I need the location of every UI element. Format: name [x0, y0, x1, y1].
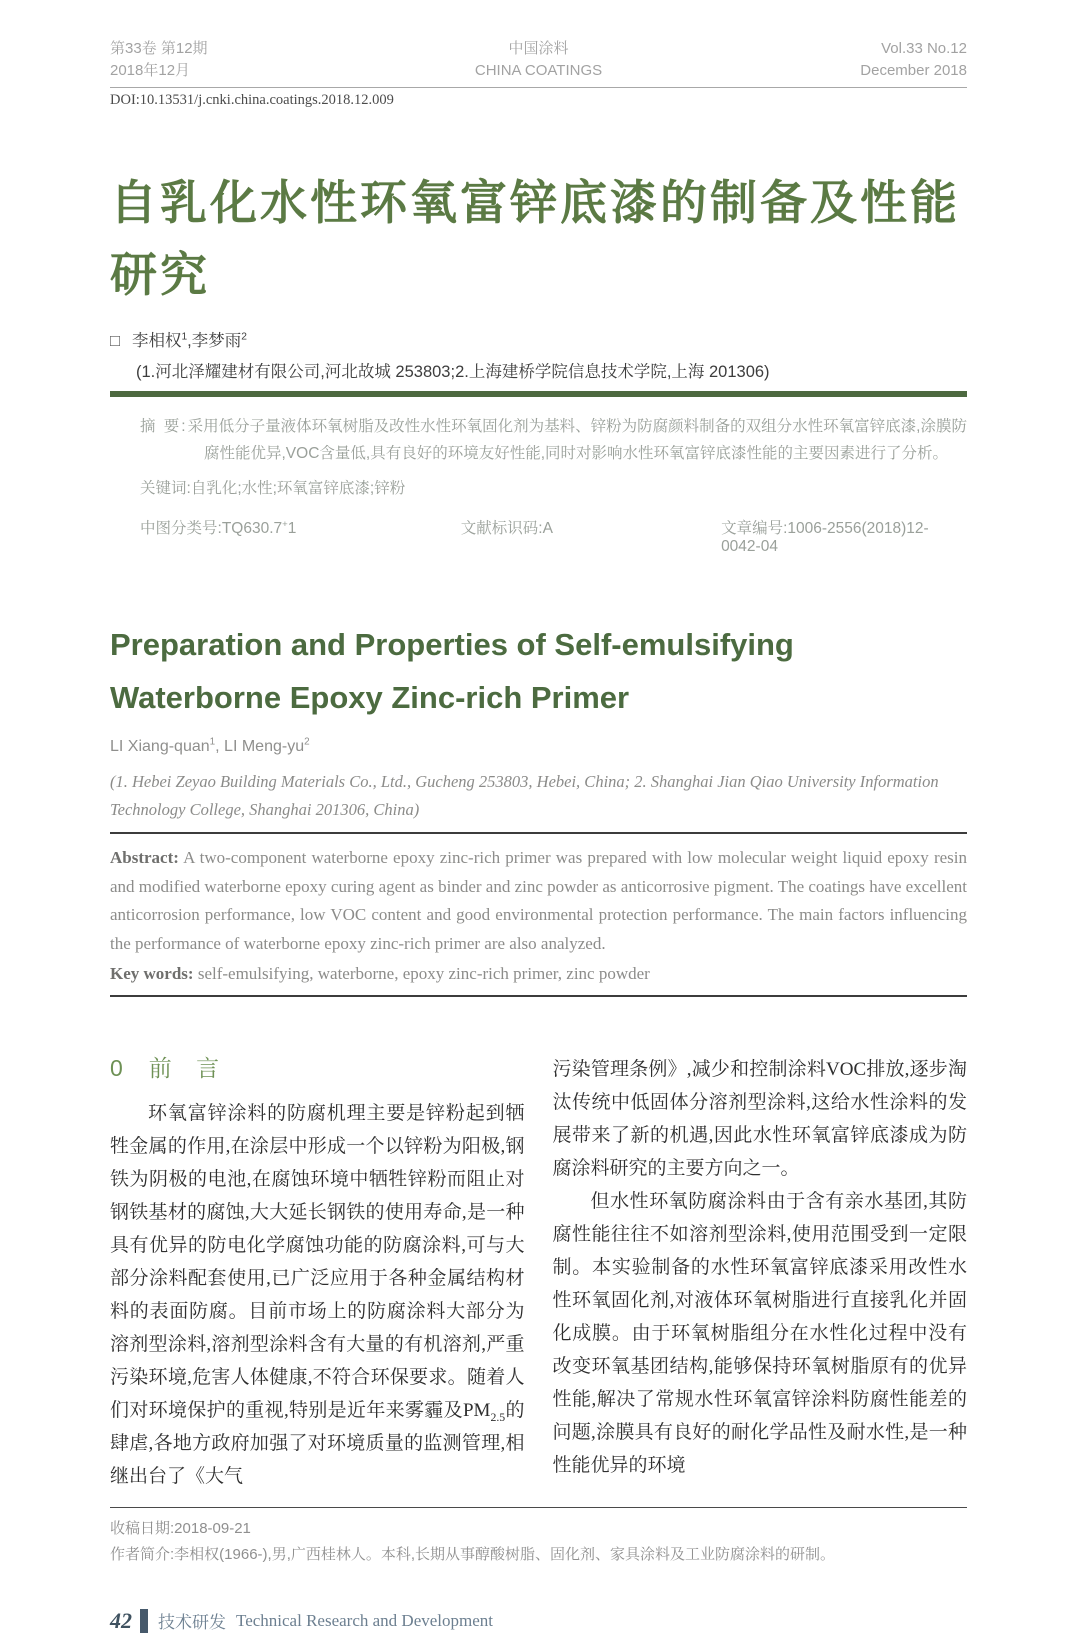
- abstract-cn: [140, 413, 967, 467]
- paper-title-cn: 自乳化水性环氧富锌底漆的制备及性能研究: [110, 176, 960, 301]
- body-paragraph-right-1: 污染管理条例》,减少和控制涂料VOC排放,逐步淘汰传统中低固体分溶剂型涂料,这给水性涂料的发展带来了新的机遇,因此水性环氧富锌底漆成为防腐涂料研究的主要方向之一。: [552, 1058, 967, 1179]
- abstract-block-cn: [110, 413, 967, 556]
- document-code-value: A: [542, 520, 553, 537]
- page-number: 42: [110, 1607, 132, 1633]
- article-id: [721, 516, 967, 556]
- author-bio-text: 李相权(1966-),男,广西桂林人。本科,长期从事醇酸树脂、固化剂、家具涂料及工业防腐涂料的研制。: [174, 1545, 836, 1563]
- footer-section-cn: 技术研发: [158, 1613, 226, 1632]
- keywords-text-en: self-emulsifying, waterborne, epoxy zinc-rich primer, zinc powder: [193, 964, 650, 983]
- article-id-label: 文章编号:: [721, 520, 788, 537]
- author-2-en-sup: 2: [304, 736, 310, 748]
- clc-tail: 1: [287, 520, 297, 537]
- green-divider-bar: [110, 391, 967, 397]
- journal-name-cn: 中国涂料: [508, 40, 569, 57]
- header-date-en: December 2018: [860, 62, 967, 79]
- pm-subscript: 2.5: [490, 1410, 506, 1424]
- author-1-cn: 李相权: [131, 332, 182, 350]
- author-separator-en: ,: [215, 738, 225, 755]
- footer-section-en: Technical Research and Development: [236, 1610, 494, 1630]
- left-para-text-tail: 的肆虐,各地方政府加强了对环境质量的监测管理,相继出台了《大气: [110, 1399, 525, 1487]
- author-marker-icon: □: [110, 332, 120, 350]
- keywords-label-en: Key words:: [110, 964, 194, 983]
- clc-number: [140, 516, 461, 556]
- page-footer: [110, 1608, 967, 1634]
- pm-term: PM: [462, 1399, 491, 1421]
- author-1-en: LI Xiang-quan: [110, 738, 210, 755]
- abstract-en: [110, 844, 967, 958]
- paper-title-en: Preparation and Properties of Self-emulsifying Waterborne Epoxy Zinc-rich Primer: [110, 627, 794, 715]
- journal-name: [330, 38, 747, 82]
- abstract-label-cn: 摘 要:: [140, 418, 188, 435]
- header-volume-en: Vol.33 No.12: [881, 40, 967, 57]
- authors-cn: [110, 327, 967, 351]
- clc-value: TQ630.7: [221, 520, 283, 537]
- divider-rule-top: [110, 832, 967, 834]
- classification-row: [140, 516, 967, 556]
- abstract-text-en: A two-component waterborne epoxy zinc-rich primer was prepared with low molecular weight liquid epoxy resin and modified waterborne epoxy curing agent as binder and zinc powder as anticorrosive pigment. The coatings have excellent anticorrosion performance, low VOC content and good environmental protection performance. The main factors influencing the performance of waterborne epoxy zinc-rich primer are also analyzed.: [110, 848, 967, 953]
- author-1-affil-sup: 1: [181, 331, 188, 343]
- section-0-title: 前 言: [148, 1054, 229, 1081]
- authors-en: [110, 738, 967, 756]
- author-1-en-sup: 1: [209, 736, 216, 748]
- left-para-text: 环氧富锌涂料的防腐机理主要是锌粉起到牺牲金属的作用,在涂层中形成一个以锌粉为阳极,钢铁为阴极的电池,在腐蚀环境中牺牲锌粉而阻止对钢铁基材的腐蚀,大大延长钢铁的使用寿命,是一种具有优异的防电化学腐蚀功能的防腐涂料,可与大部分涂料配套使用,已广泛应用于各种金属结构材料的表面防腐。目前市场上的防腐涂料大部分为溶剂型涂料,溶剂型涂料含有大量的有机溶剂,严重污染环境,危害人体健康,不符合环保要求。随着人们对环境保护的重视,特别是近年来雾霾及: [110, 1102, 525, 1421]
- divider-rule-bottom: [110, 995, 967, 997]
- clc-label: 中图分类号:: [140, 520, 222, 537]
- footnotes: [110, 1516, 967, 1568]
- header-volume-cn: 第33卷 第12期: [110, 40, 208, 57]
- received-date-label: 收稿日期:: [110, 1519, 175, 1537]
- author-separator: ,: [187, 332, 192, 350]
- author-bio-label: 作者简介:: [110, 1545, 175, 1563]
- header-volume-issue-en: [747, 38, 967, 82]
- keywords-text-cn: 自乳化;水性;环氧富锌底漆;锌粉: [190, 480, 406, 497]
- abstract-label-en: Abstract:: [110, 848, 179, 867]
- keywords-cn: [140, 475, 967, 502]
- article-id-value: 1006-2556(2018)12-0042-04: [721, 520, 929, 555]
- footer-bar-icon: [140, 1609, 148, 1633]
- body-paragraph-right-2: 但水性环氧防腐涂料由于含有亲水基团,其防腐性能往往不如溶剂型涂料,使用范围受到一定限制。本实验制备的水性环氧富锌底漆采用改性水性环氧固化剂,对液体环氧树脂进行直接乳化并固化成膜。由于环氧树脂组分在水性化过程中没有改变环氧基团结构,能够保持环氧树脂原有的优异性能,解决了常规水性环氧富锌涂料防腐性能差的问题,涂膜具有良好的耐化学品性及耐水性,是一种性能优异的环境: [552, 1190, 967, 1476]
- header-date-cn: 2018年12月: [110, 62, 191, 79]
- journal-header: [110, 38, 967, 88]
- body-column-left: [110, 1053, 525, 1493]
- journal-name-en: CHINA COATINGS: [474, 62, 603, 79]
- body-columns: [110, 1053, 967, 1493]
- author-2-affil-sup: 2: [241, 331, 247, 343]
- footnote-rule: [110, 1507, 967, 1508]
- received-date-value: 2018-09-21: [174, 1519, 251, 1537]
- affiliation-cn: (1.河北泽耀建材有限公司,河北故城 253803;2.上海建桥学院信息技术学院,上海 201306): [136, 363, 770, 381]
- clc-sup: +: [282, 518, 288, 530]
- doi: DOI:10.13531/j.cnki.china.coatings.2018.12.009: [110, 92, 394, 108]
- author-bio-line: [110, 1542, 967, 1568]
- keywords-en: [110, 960, 967, 989]
- body-column-right: [553, 1053, 968, 1493]
- keywords-label-cn: 关键词:: [140, 480, 191, 497]
- body-paragraph-left: [110, 1097, 525, 1493]
- document-code: [461, 516, 721, 556]
- section-0-number: 0: [110, 1054, 123, 1081]
- received-date-line: [110, 1516, 967, 1542]
- affiliation-en: (1. Hebei Zeyao Building Materials Co., Ltd., Gucheng 253803, Hebei, China; 2. Shanghai Jian Qiao University Information Technology College, Shanghai 201306, China): [110, 772, 939, 819]
- author-2-en: LI Meng-yu: [224, 738, 305, 755]
- abstract-text-cn: 采用低分子量液体环氧树脂及改性水性环氧固化剂为基料、锌粉为防腐颜料制备的双组分水性环氧富锌底漆,涂膜防腐性能优异,VOC含量低,具有良好的环境友好性能,同时对影响水性环氧富锌底漆性能的主要因素进行了分析。: [187, 418, 967, 462]
- header-volume-issue-cn: [110, 38, 330, 82]
- author-2-cn: 李梦雨: [191, 332, 242, 350]
- section-0-heading: [110, 1053, 525, 1083]
- document-code-label: 文献标识码:: [460, 520, 543, 537]
